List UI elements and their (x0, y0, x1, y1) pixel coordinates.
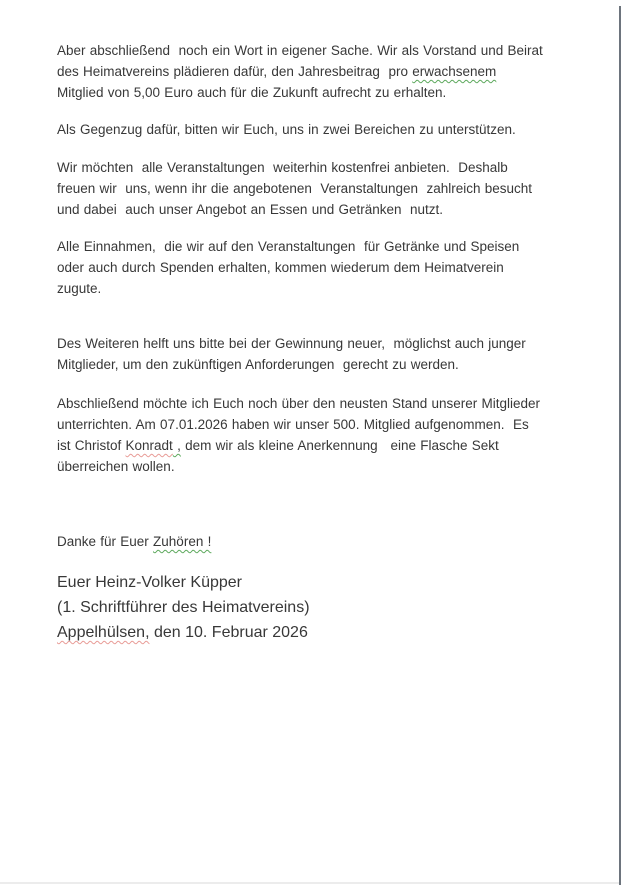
page-bottom-edge-line (0, 882, 619, 884)
text-segment: Alle Einnahmen, die wir auf den Veranstaltungen für Getränke und Speisen (57, 239, 520, 254)
text-segment: Mitglieder, um den zukünftigen Anforderungen gerecht zu werden. (57, 357, 459, 372)
text-segment: Als Gegenzug dafür, bitten wir Euch, uns in zwei Bereichen zu unterstützen. (57, 122, 516, 137)
text-segment: dem wir als kleine Anerkennung eine Flasche Sekt (180, 438, 499, 453)
text-segment: Mitglied von 5,00 Euro auch für die Zukunft aufrecht zu erhalten. (57, 85, 447, 100)
spellcheck-marked-word: , (172, 438, 181, 453)
text-segment: den 10. Februar 2026 (149, 624, 308, 641)
text-line (57, 531, 617, 552)
para-member-count (57, 393, 617, 477)
text-line (57, 257, 617, 278)
spellcheck-marked-word: erwachsenem (412, 64, 497, 79)
text-segment: überreichen wollen. (57, 459, 175, 474)
text-line (57, 61, 617, 82)
text-line (57, 278, 617, 299)
text-line (57, 354, 617, 375)
signature-block (57, 570, 617, 645)
text-segment: Abschließend möchte ich Euch noch über den neusten Stand unserer Mitglieder (57, 396, 541, 411)
text-line (57, 435, 617, 456)
text-line (57, 119, 617, 140)
text-line (57, 456, 617, 477)
text-line (57, 333, 617, 354)
para-closing-word (57, 40, 617, 103)
document-body (57, 40, 617, 645)
text-line (57, 595, 617, 620)
text-line (57, 570, 617, 595)
text-line (57, 620, 617, 645)
text-segment: ist Christof (57, 438, 126, 453)
spellcheck-marked-word: Konradt (125, 438, 173, 453)
text-segment: Des Weiteren helft uns bitte bei der Gewinnung neuer, möglichst auch junger (57, 336, 526, 351)
text-segment: unterrichten. Am 07.01.2026 haben wir unser 500. Mitglied aufgenommen. Es (57, 417, 529, 432)
text-segment: oder auch durch Spenden erhalten, kommen wiederum dem Heimatverein (57, 260, 504, 275)
text-line (57, 178, 617, 199)
spellcheck-marked-word: Appelhülsen, (57, 624, 150, 641)
para-thanks (57, 531, 617, 552)
text-line (57, 199, 617, 220)
text-line (57, 414, 617, 435)
spellcheck-marked-word: Zuhören ! (153, 534, 212, 549)
text-segment: Wir möchten alle Veranstaltungen weiterhin kostenfrei anbieten. Deshalb (57, 160, 508, 175)
para-new-members (57, 333, 617, 375)
para-support-request (57, 119, 617, 140)
text-line (57, 393, 617, 414)
text-segment: des Heimatvereins plädieren dafür, den Jahresbeitrag pro (57, 64, 413, 79)
page-right-edge-line (619, 6, 621, 885)
text-segment: zugute. (57, 281, 102, 296)
text-segment: freuen wir uns, wenn ihr die angebotenen Veranstaltungen zahlreich besucht (57, 181, 533, 196)
para-income (57, 236, 617, 299)
text-segment: Aber abschließend noch ein Wort in eigener Sache. Wir als Vorstand und Beirat (57, 43, 543, 58)
text-segment: Euer Heinz-Volker Küpper (57, 574, 242, 591)
text-line (57, 40, 617, 61)
text-segment: (1. Schriftführer des Heimatvereins) (57, 599, 310, 616)
text-line (57, 236, 617, 257)
para-events-free (57, 157, 617, 220)
text-line (57, 82, 617, 103)
text-segment: und dabei auch unser Angebot an Essen und Getränken nutzt. (57, 202, 444, 217)
text-segment: Danke für Euer (57, 534, 154, 549)
text-line (57, 157, 617, 178)
